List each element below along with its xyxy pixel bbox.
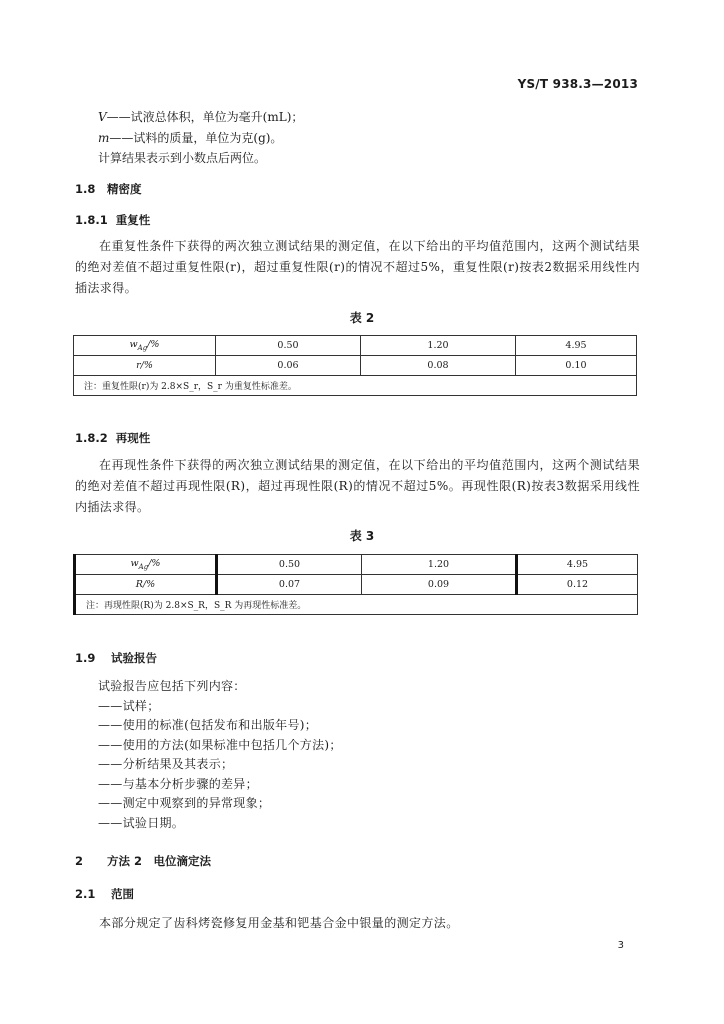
repeatability-paragraph: 在重复性条件下获得的两次独立测试结果的测定值，在以下给出的平均值范围内，这两个测试结果的绝对差值不超过重复性限(r)，超过重复性限(r)的情况不超过5%，重复性限(r)按表2数据采用线性内插法求得。 [75,239,640,295]
table2-caption: 表 2 [349,311,375,325]
table-cell: 0.50 [217,555,362,575]
table-3 [73,554,638,615]
definition-m-text: ——试料的质量，单位为克(g)。 [109,131,283,145]
list-item: ——使用的方法(如果标准中包括几个方法)； [98,737,342,752]
table-cell: 1.20 [361,336,516,356]
heading-title: 精密度 [107,182,142,196]
heading-number: 1.9 [75,651,96,665]
heading-title: 再现性 [115,431,151,445]
row-label-w-ag: $w_{Ag}/\%$ [74,336,216,356]
table-row [74,356,637,376]
heading-number: 2.1 [75,887,96,901]
table3-caption: 表 3 [349,529,375,543]
heading-title: 范围 [111,887,135,901]
list-item: ——试验日期。 [98,815,185,830]
list-item: ——测定中观察到的异常现象； [98,796,271,810]
row-label-r: R/% [75,575,217,595]
symbol-v: V [98,110,107,124]
heading-title: 重复性 [115,213,151,227]
table-cell: 0.08 [361,356,516,376]
table-row [75,555,638,575]
heading-number: 1.8.1 [75,213,108,227]
report-contents-list [98,677,342,833]
heading-number: 1.8.2 [75,431,108,445]
table-row [75,575,638,595]
list-item: ——试样； [98,698,160,713]
definition-v-text: ——试液总体积，单位为毫升(mL)； [106,110,304,124]
table-cell: 1.20 [362,555,517,575]
reproducibility-paragraph: 在再现性条件下获得的两次独立测试结果的测定值，在以下给出的平均值范围内，这两个测试结果的绝对差值不超过再现性限(R)，超过再现性限(R)的情况不超过5%。再现性限(R)按表3数据采用线性内插法求得。 [75,458,640,514]
heading-2 [75,853,211,869]
heading-1-8-1 [75,212,150,228]
table-cell: 4.95 [516,336,637,356]
list-item: ——使用的标准(包括发布和出版年号)； [98,718,318,732]
heading-1-8-2 [75,430,150,446]
table-note-row [74,376,637,396]
table-2 [73,335,637,396]
scope-paragraph: 本部分规定了齿科烤瓷修复用金基和钯基合金中银量的测定方法。 [99,916,459,930]
list-intro: 试验报告应包括下列内容： [98,679,246,693]
table-cell: 0.50 [216,336,361,356]
list-item: ——分析结果及其表示； [98,757,234,771]
heading-2-1 [75,886,134,902]
definition-m [98,130,282,146]
heading-number: 1.8 [75,182,96,196]
calc-note: 计算结果表示到小数点后两位。 [98,151,267,165]
heading-number: 2 [75,854,84,868]
table-row [74,336,637,356]
definition-v [98,109,303,125]
page-number: 3 [617,940,624,951]
table3-note: 注：再现性限(R)为 2.8×S_R，S_R 为再现性标准差。 [75,595,638,615]
table-cell: 0.12 [517,575,638,595]
heading-1-9 [75,650,157,666]
table-cell: 0.07 [217,575,362,595]
row-label-r: r/% [74,356,216,376]
list-item: ——与基本分析步骤的差异； [98,776,258,791]
heading-title: 试验报告 [111,651,158,665]
heading-title: 方法 2 电位滴定法 [107,854,212,868]
row-label-w-ag: $w_{Ag}/\%$ [75,555,217,575]
table-cell: 4.95 [517,555,638,575]
table-note-row [75,595,638,615]
document-code: YS/T 938.3—2013 [517,77,638,91]
table2-note: 注：重复性限(r)为 2.8×S_r，S_r 为重复性标准差。 [74,376,637,396]
symbol-m: m [98,131,110,145]
heading-1-8 [75,181,142,197]
table-cell: 0.10 [516,356,637,376]
table-cell: 0.09 [362,575,517,595]
table-cell: 0.06 [216,356,361,376]
